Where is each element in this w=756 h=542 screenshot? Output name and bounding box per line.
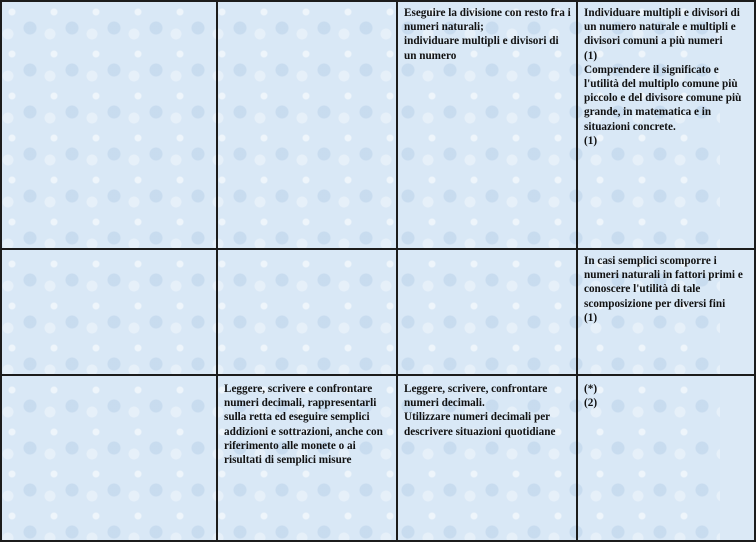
table-row [1, 1, 755, 249]
table-cell: Leggere, scrivere, confrontare numeri decimali. Utilizzare numeri decimali per descrivere situazioni quotidiane [397, 375, 577, 541]
table-cell: In casi semplici scomporre i numeri naturali in fattori primi e conoscere l'utilità di tale scomposizione per diversi fini (1) [577, 249, 755, 375]
table-cell: Individuare multipli e divisori di un numero naturale e multipli e divisori comuni a più numeri (1) Comprendere il significato e l'utilità del multiplo comune più piccolo e del divisore comune più grande, in matematica e in situazioni concrete. (1) [577, 1, 755, 249]
table-cell [397, 249, 577, 375]
table-cell: (*) (2) [577, 375, 755, 541]
table-row [1, 249, 755, 375]
table-cell [217, 1, 397, 249]
table-cell [1, 249, 217, 375]
table-cell [217, 249, 397, 375]
table-cell [1, 375, 217, 541]
table-cell [1, 1, 217, 249]
table-cell: Eseguire la divisione con resto fra i numeri naturali; individuare multipli e divisori di un numero [397, 1, 577, 249]
table-row [1, 375, 755, 541]
table-cell: Leggere, scrivere e confrontare numeri decimali, rappresentarli sulla retta ed eseguire semplici addizioni e sottrazioni, anche con riferimento alle monete o ai risultati di semplici misure [217, 375, 397, 541]
